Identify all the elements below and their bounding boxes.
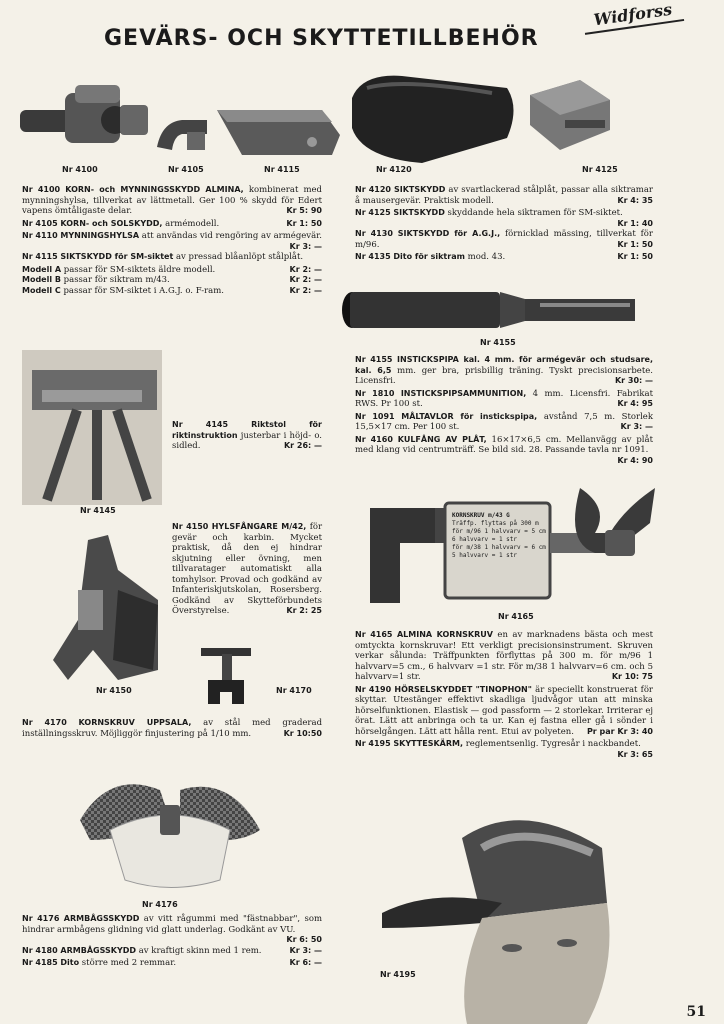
entry-4150: Nr 4150 HYLSFÅNGARE M/42, för gevär och karbin. Mycket praktisk, då den ej hindrar skjutning eller övning, men tillvaratager automatiskt alla tomhylsor. Provad och godkänd av Infanteriskjutskolan, Rosersberg. Godkänd av Skytteförbundets Överstyrelse. Kr 2: 25 xyxy=(172,522,323,616)
entry-4130: Nr 4130 SIKTSKYDD för A.G.J., förnicklad mässing, tillverkat för m/96. Kr 1: 50 xyxy=(355,229,653,250)
entry-4115: Nr 4115 SIKTSKYDD för SM-siktet av pressad blåanlöpt stålplåt. xyxy=(22,252,304,262)
entry-4170: Nr 4170 KORNSKRUV UPPSALA, av stål med graderad inställningsskruv. Möjliggör finjustering på 1/10 mm. Kr 10:50 xyxy=(22,718,323,739)
entry-1091: Nr 1091 MÅLTAVLOR för instickspipa, avstånd 7,5 m. Storlek 15,5×17 cm. Per 100 st. Kr 3: — xyxy=(355,411,653,432)
caption-4105: Nr 4105 xyxy=(168,165,204,174)
entry-4105: Nr 4105 KORN- och SOLSKYDD, armémodell. Kr 1: 50 xyxy=(22,218,322,229)
product-image-4120 xyxy=(342,68,522,168)
entry-4180: Nr 4180 ARMBÅGSSKYDD av kraftigt skinn med 1 rem. Kr 3: — xyxy=(22,945,322,956)
right-text-block xyxy=(355,185,653,265)
product-image-4176 xyxy=(70,760,270,895)
entry-4176: Nr 4176 ARMBÅGSSKYDD av vitt rågummi med "fästnabbar", som hindrar armbågens glidning vid glatt underlag. Godkänt av VU. Kr 6: 50 xyxy=(22,914,322,944)
entry-4125: Nr 4125 SIKTSKYDD skyddande hela siktramen för SM-siktet. Kr 1: 40 xyxy=(355,208,653,228)
entry-4195: Nr 4195 SKYTTESKÄRM, reglementsenlig. Tygresår i nackbandet. Kr 3: 65 xyxy=(355,739,653,759)
caption-4120: Nr 4120 xyxy=(376,165,412,174)
product-image-4105 xyxy=(152,112,212,157)
entry-model-a: Modell A passar för SM-siktets äldre modell. Kr 2: — xyxy=(22,264,322,275)
caption-4165: Nr 4165 xyxy=(498,612,534,621)
brand-logo: Widforss xyxy=(582,0,684,35)
page-title: GEVÄRS- OCH SKYTTETILLBEHÖR xyxy=(104,26,539,51)
caption-4150: Nr 4150 xyxy=(96,686,132,695)
entry-4120: Nr 4120 SIKTSKYDD av svartlackerad stålplåt, passar alla siktramar å mausergevär. Praktisk modell. Kr 4: 35 xyxy=(355,185,653,206)
product-image-4170 xyxy=(196,640,256,710)
entry-4160: Nr 4160 KULFÅNG AV PLÅT, 16×17×6,5 cm. Mellanvägg av plåt med klang vid centrumträff. Se bild sid. 28. Passande tavla nr 1091. Kr 4: 90 xyxy=(355,434,653,465)
caption-4100: Nr 4100 xyxy=(62,165,98,174)
entry-4110: Nr 4110 MYNNINGSHYLSA att användas vid rengöring av armégevär. Kr 3: — xyxy=(22,231,323,251)
entry-4135: Nr 4135 Dito för siktram mod. 43. Kr 1: 50 xyxy=(355,252,653,262)
caption-4145: Nr 4145 xyxy=(80,506,116,515)
caption-4155: Nr 4155 xyxy=(480,338,516,347)
entry-4190: Nr 4190 HÖRSELSKYDDET "TINOPHON" är speciellt konstruerat för skyttar. Utestänger effektivt skadliga ljudvågor utan att minska hörselfunktionen. Elastisk — god passform — 2 storlekar. Irriterar ej örat. Lätt att anbringa och ta ur. Kan ej fastna eller gå i sönder i hörselgången. Lätt att hålla rent. Etui av polyeten. Pr par Kr 3: 40 xyxy=(355,684,653,737)
product-image-4125 xyxy=(525,75,615,155)
product-image-4195 xyxy=(372,808,634,1024)
entry-4145: Nr 4145 Riktstol för riktinstruktion justerbar i höjd- o. sidled. Kr 26: — xyxy=(172,420,322,451)
entry-4155: Nr 4155 INSTICKSPIPA kal. 4 mm. för armégevär och studsare, kal. 6,5 mm. ger bra, prisbillig träning. Tyskt precisionsarbete. Licensfri. Kr 30: — xyxy=(355,355,654,386)
entry-model-b: Modell B passar för siktram m/43. Kr 2: — xyxy=(22,275,322,285)
caption-4115: Nr 4115 xyxy=(264,165,300,174)
product-image-4145 xyxy=(22,350,162,505)
product-image-4155 xyxy=(340,285,640,335)
product-image-4100 xyxy=(20,75,150,165)
entry-model-c: Modell C passar för SM-siktet i A.G.J. o. F-ram. Kr 2: — xyxy=(22,285,322,296)
caption-4125: Nr 4125 xyxy=(582,165,618,174)
entry-4100: Nr 4100 KORN- och MYNNINGSSKYDD ALMINA, kombinerat med mynningshylsa, tillverkat av lättmetall. Ger 100 % skydd för Edert vapens ömtåligaste delar. Kr 5: 90 xyxy=(22,185,322,216)
caption-4170: Nr 4170 xyxy=(276,686,312,695)
entry-4185: Nr 4185 Dito större med 2 remmar. Kr 6: — xyxy=(22,958,322,968)
left-text-block xyxy=(22,185,322,296)
product-image-4115 xyxy=(212,100,342,160)
gauge-label: KORNSKRUV m/43 G Träffp. flyttas på 300 m för m/96 1 halvvarv = 5 cm 6 halvvarv = 1 str för m/38 1 halvvarv = 6 cm 5 halvvarv = 1 str xyxy=(452,512,546,559)
product-image-4150 xyxy=(48,530,166,685)
caption-4195: Nr 4195 xyxy=(380,970,416,979)
left-bottom-block xyxy=(22,914,322,971)
page-number: 51 xyxy=(686,1004,706,1020)
right-mid-block xyxy=(355,355,653,466)
entry-4165: Nr 4165 ALMINA KORNSKRUV en av marknadens bästa och mest omtyckta kornskruvar! Ett verkligt precisionsinstrument. Skruven verkar sålunda: Träffpunkten förflyttas på 300 m. för m/96 1 halvvarv=5 cm., 6 halvvarv =1 str. För m/38 1 halvvarv=6 cm. och 5 halvvarv=1 str. Kr 10: 75 xyxy=(355,630,653,682)
right-lower-block xyxy=(355,630,653,760)
entry-1810: Nr 1810 INSTICKSPIPSAMMUNITION, 4 mm. Licensfri. Fabrikat RWS. Pr 100 st. Kr 4: 95 xyxy=(355,388,653,409)
caption-4176: Nr 4176 xyxy=(142,900,178,909)
